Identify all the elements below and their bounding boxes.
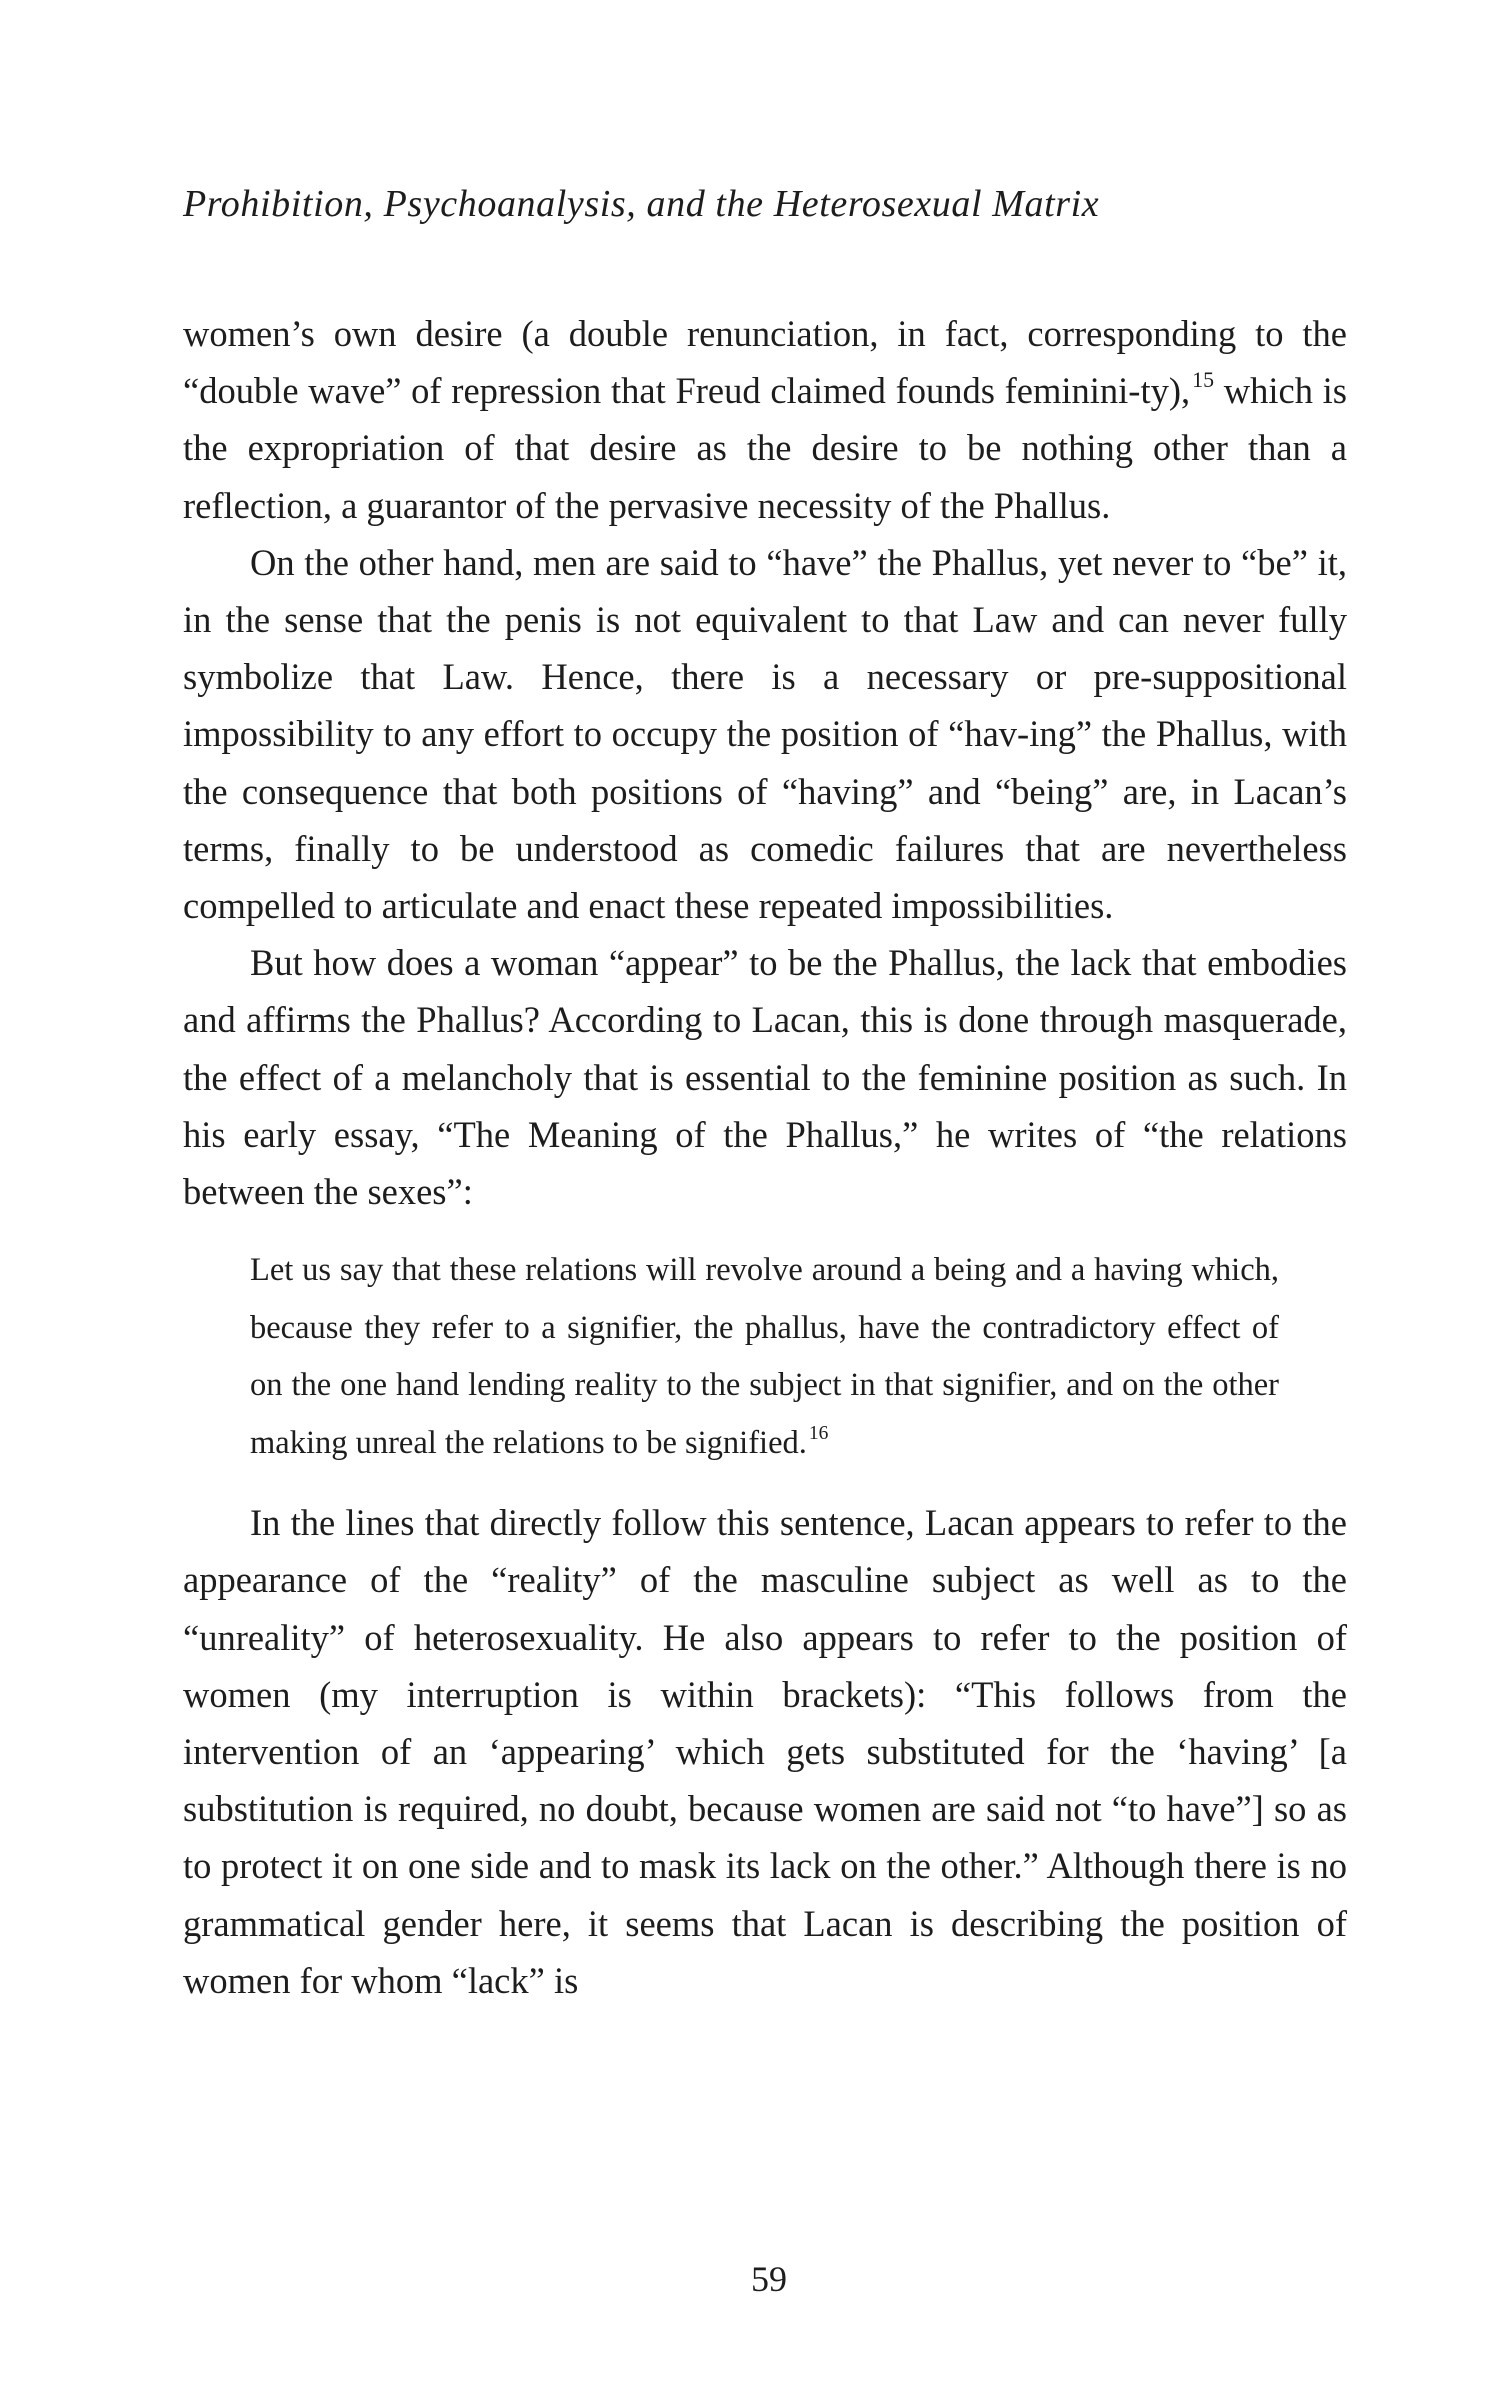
footnote-marker-16: 16	[808, 1422, 829, 1444]
paragraph-4: In the lines that directly follow this sentence, Lacan appears to refer to the appearance of the “reality” of the masculine subject as well as to the “unreality” of heterosexuality. He also appears to refer to the position of women (my interruption is within brackets): “This follows from the intervention of an ‘appearing’ which gets substituted for the ‘having’ [a substitution is required, no doubt, because women are said not “to have”] so as to protect it on one side and to mask its lack on the other.” Although there is no grammatical gender here, it seems that Lacan is describing the position of women for whom “lack” is	[183, 1502, 1347, 2001]
block-quote	[250, 1242, 1279, 1472]
body-text	[183, 305, 1347, 2009]
paragraph-1	[183, 305, 1347, 534]
page-number: 59	[751, 2259, 787, 2299]
running-head: Prohibition, Psychoanalysis, and the Heterosexual Matrix	[183, 183, 1100, 225]
block-quote-text: Let us say that these relations will revolve around a being and a having which, because they refer to a signifier, the phallus, have the contradictory effect of on the one hand lending reality to the subject in that signifier, and on the other making unreal the relations to be signified.	[250, 1252, 1279, 1461]
paragraph-2: On the other hand, men are said to “have” the Phallus, yet never to “be” it, in the sense that the penis is not equivalent to that Law and can never fully symbolize that Law. Hence, there is a necessary or pre-suppositional impossibility to any effort to occupy the position of “hav-ing” the Phallus, with the consequence that both positions of “having” and “being” are, in Lacan’s terms, finally to be understood as comedic failures that are nevertheless compelled to articulate and enact these repeated impossibilities.	[183, 541, 1347, 927]
footnote-marker-15: 15	[1192, 367, 1215, 393]
paragraph-1-text-after-note: which is the expropriation of that desire as the desire to be nothing other than a reflection, a guarantor of the pervasive necessity of the Phallus.	[183, 370, 1348, 526]
paragraph-1-text-before-note: women’s own desire (a double renunciation, in fact, corresponding to the “double wave” of repression that Freud claimed founds feminini-ty),	[183, 313, 1347, 412]
paragraph-3: But how does a woman “appear” to be the Phallus, the lack that embodies and affirms the Phallus? According to Lacan, this is done through masquerade, the effect of a melancholy that is essential to the feminine position as such. In his early essay, “The Meaning of the Phallus,” he writes of “the relations between the sexes”:	[183, 942, 1347, 1213]
